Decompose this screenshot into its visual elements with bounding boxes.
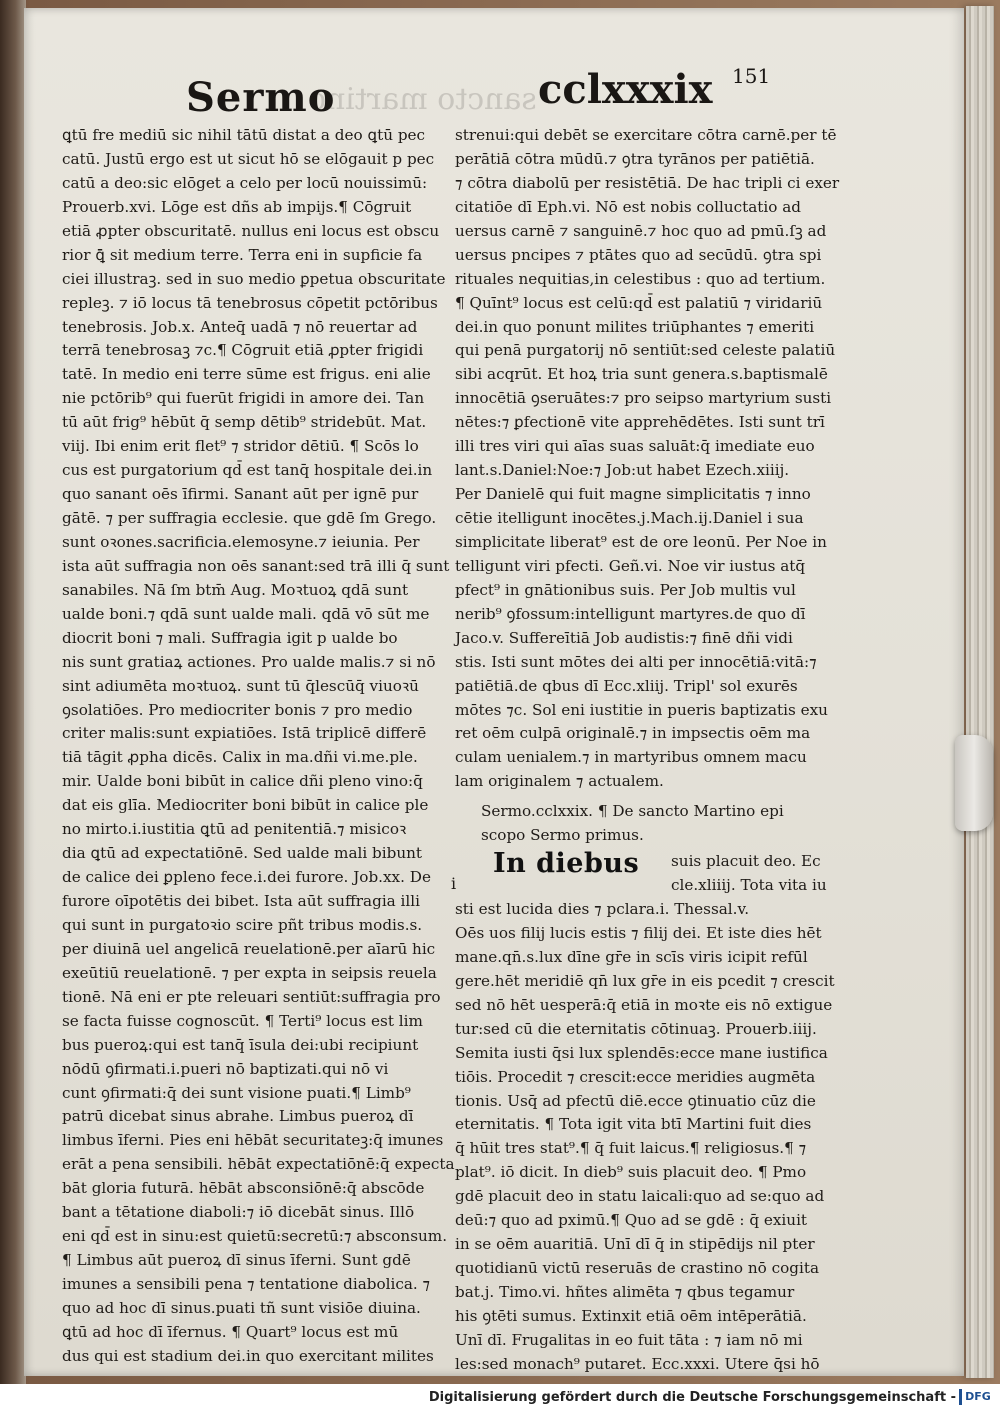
- text-line: Unī dī. Frugalitas in eo fuit tāta : ⁊ iam nō mi: [455, 1330, 803, 1349]
- text-line: dei.in quo ponunt milites triūphantes ⁊ emeriti: [455, 317, 815, 336]
- text-line: rituales nequitias,in celestibus : quo ad tertium.: [455, 269, 826, 288]
- running-head: Sermo: [186, 74, 336, 121]
- text-line: ꝯsolatiōes. Pro mediocriter bonis ⁊ pro medio: [62, 700, 413, 719]
- text-line: tionis. Usq̄ ad pfectū diē.ecce ꝯtinuatio cūz die: [455, 1091, 816, 1110]
- text-line: ⁊ cōtra diabolū per resistētiā. De hac tripli ci exer: [455, 173, 840, 192]
- text-line: eni qd̄ est in sinu:est quietū:secretū:⁊ absconsum.: [62, 1227, 448, 1246]
- text-line: imunes a sensibili pena ⁊ tentatione diabolica. ⁊: [62, 1275, 431, 1293]
- funding-credit: Digitalisierung gefördert durch die Deutsche Forschungsgemeinschaft -: [428, 1390, 956, 1405]
- text-line: Per Danielē qui fuit magne simplicitatis ⁊ inno: [455, 485, 811, 504]
- text-line: gere.hēt meridiē qn̄ lux gr̄e in eis pcedit ⁊ crescit: [455, 971, 835, 990]
- text-line: lam originalem ⁊ actualem.: [455, 772, 664, 791]
- text-line: lant.s.Daniel:Noe:⁊ Job:ut habet Ezech.xiiij.: [455, 461, 790, 480]
- text-line: Sermo.cclxxix. ¶ De sancto Martino epi: [481, 802, 784, 821]
- incipit-initial: In diebus: [493, 848, 640, 880]
- text-line: ista aūt suffragia non oēs sanant:sed trā illi q̄ sunt: [62, 556, 450, 575]
- text-line: gātē. ⁊ per suffragia ecclesie. que gdē ſm Grego.: [62, 509, 437, 527]
- text-line: quotidianū victū reseruās de crastino nō cogita: [455, 1259, 820, 1278]
- text-line: nōdū ꝯfirmati.i.pueri nō baptizati.qui nō vi: [62, 1059, 389, 1078]
- text-line: perātiā cōtra mūdū.⁊ ꝯtra tyrānos per patiētiā.: [455, 149, 815, 168]
- text-line: sibi acqrūt. Et hoꝝ tria sunt genera.s.baptismalē: [455, 365, 828, 384]
- text-line: bus pueroꝝ:qui est tanq̄ īsula dei:ubi recipiunt: [62, 1035, 419, 1054]
- text-line: no mirto.i.iustitia ꝗtū ad penitentiā.⁊ misicoꝛ: [62, 820, 407, 839]
- text-line: se facta fuisse cognoscūt. ¶ Terti⁹ locus est lim: [62, 1011, 423, 1030]
- text-line: tatē. In medio eni terre sūme est frigus. eni alie: [62, 365, 431, 384]
- incipit-line: cle.xliiij. Tota vita iu: [671, 876, 827, 895]
- text-line: tiōis. Procedit ⁊ crescit:ecce meridies augmēta: [455, 1067, 816, 1086]
- page-header: [160, 64, 780, 128]
- sermon-body: [455, 898, 835, 1377]
- text-line: per diuinā uel angelicā reuelationē.per aīarū hic: [62, 939, 436, 958]
- text-line: ꝗtū fre mediū sic nihil tātū distat a deo ꝗtū pec: [62, 126, 426, 144]
- incipit-block: [451, 848, 827, 898]
- text-line: tiā tāgit ꝓpha dicēs. Calix in ma.dñi vi.me.ple.: [62, 748, 418, 767]
- text-line: exeūtiū reuelationē. ⁊ per expta in seipsis reuela: [62, 963, 437, 982]
- text-line: plat⁹. iō dicit. In dieb⁹ suis placuit deo. ¶ Pmo: [455, 1163, 807, 1182]
- text-line: catū. Justū ergo est ut sicut hō se elōgauit p pec: [62, 149, 435, 168]
- incipit-line: suis placuit deo. Ec: [671, 852, 821, 871]
- text-line: qui penā purgatorij nō sentiūt:sed celeste palatiū: [455, 341, 836, 360]
- right-column-lines: [455, 124, 840, 794]
- text-line: uersus pncipes ⁊ ptātes quo ad secūdū. ꝯtra spi: [455, 245, 822, 264]
- dfg-logo: DFG: [959, 1389, 994, 1405]
- text-line: les:sed monach⁹ putaret. Ecc.xxxi. Utere q̄si hō: [455, 1354, 820, 1373]
- right-text-column: [451, 124, 840, 1377]
- text-line: nie pctōrib⁹ qui fuerūt frigidi in amore dei. Tan: [62, 389, 425, 408]
- text-line: dia ꝗtū ad expectatiōnē. Sed ualde mali bibunt: [62, 844, 423, 863]
- text-line: tenebrosis. Job.x. Anteq̄ uadā ⁊ nō reuertar ad: [62, 317, 418, 336]
- text-line: sunt oꝛones.sacrificia.elemosyne.⁊ ieiunia. Per: [62, 532, 420, 551]
- text-line: erāt a pena sensibili. hēbāt expectatiōnē:q̄ expecta: [62, 1155, 455, 1174]
- text-line: ꝗtū ad hoc dī īfernus. ¶ Quart⁹ locus est mū: [62, 1322, 399, 1341]
- text-line: mir. Ualde boni bibūt in calice dñi pleno vino:q̄: [62, 772, 423, 791]
- text-line: bat.j. Timo.vi. hñtes alimēta ⁊ qbus tegamur: [455, 1283, 795, 1301]
- text-line: nerib⁹ ꝯfossum:intelligunt martyres.de quo dī: [455, 604, 806, 623]
- text-line: terrā tenebrosaꝫ ⁊c.¶ Cōgruit etiā ꝓpter frigidi: [62, 341, 424, 360]
- text-line: diocrit boni ⁊ mali. Suffragia igit p ualde bo: [62, 628, 398, 647]
- text-line: simplicitate liberat⁹ est de ore leonū. Per Noe in: [455, 532, 827, 551]
- text-line: rior ꝗ̄ sit medium terre. Terra eni in supficie fa: [62, 245, 423, 264]
- sermon-number: cclxxxix: [538, 66, 713, 113]
- text-line: sanabiles. Nā ſm btm̄ Aug. Moꝛtuoꝝ qdā sunt: [62, 580, 409, 599]
- text-line: dat eis glīa. Mediocriter boni bibūt in calice ple: [62, 796, 429, 815]
- text-line: tur:sed cū die eternitatis cōtinuaꝫ. Prouerb.iiij.: [455, 1019, 817, 1038]
- text-line: catū a deo:sic elōget a celo per locū nouissimū:: [62, 173, 428, 192]
- text-line: his ꝯtēti sumus. Extinxit etiā oēm intēperātiā.: [455, 1306, 807, 1325]
- left-text-column: [62, 124, 455, 1369]
- text-line: Jaco.v. Suffereītiā Job audistis:⁊ finē dñi vidi: [455, 628, 793, 647]
- text-line: etiā ꝓpter obscuritatē. nullus eni locus est obscu: [62, 221, 440, 240]
- text-line: sti est lucida dies ⁊ pclara.i. Thessal.v.: [455, 900, 750, 918]
- text-line: Prouerb.xvi. Lōge est dñs ab impijs.¶ Cōgruit: [62, 197, 412, 216]
- text-line: Semita iusti q̄si lux splendēs:ecce mane iustifica: [455, 1043, 828, 1062]
- text-line: cus est purgatorium qd̄ est tanq̄ hospitale dei.in: [62, 461, 433, 480]
- text-line: quo sanant oēs īfirmi. Sanant aūt per ignē pur: [62, 485, 419, 504]
- text-line: ciei illustraꝫ. sed in suo medio ꝑpetua obscuritate: [62, 269, 446, 288]
- text-line: innocētiā ꝯseruātes:⁊ pro seipso martyrium susti: [455, 389, 832, 408]
- text-line: stis. Isti sunt mōtes dei alti per innocētiā:vitā:⁊: [455, 652, 817, 671]
- text-line: quo ad hoc dī sinus.puati tñ sunt visiōe diuina.: [62, 1298, 421, 1317]
- text-line: limbus īferni. Pies eni hēbāt securitateꝫ:q̄ imunes: [62, 1131, 444, 1150]
- text-line: illi tres viri qui aīas suas saluāt:q̄ imediate euo: [455, 437, 815, 456]
- text-line: cētie itelligunt inocētes.j.Mach.ij.Daniel i sua: [455, 509, 804, 527]
- bleed-through-text: sancto martino: [308, 82, 537, 117]
- text-line: nētes:⁊ ꝑfectionē vite apprehēdētes. Isti sunt trī: [455, 413, 825, 432]
- text-line: viij. Ibi enim erit flet⁹ ⁊ stridor dētiū. ¶ Scōs lo: [62, 437, 419, 456]
- text-line: scopo Sermo primus.: [481, 826, 644, 845]
- page-tab-marker: [955, 735, 993, 831]
- text-line: ¶ Limbus aūt pueroꝝ dī sinus īferni. Sunt gdē: [62, 1251, 411, 1270]
- text-line: ret oēm culpā originalē.⁊ in impsectis oēm ma: [455, 724, 811, 743]
- text-line: patiētiā.de qbus dī Ecc.xliij. Tripl' sol exurēs: [455, 676, 798, 695]
- text-line: de calice dei ꝑpleno fece.i.dei furore. Job.xx. De: [62, 868, 431, 887]
- text-line: culam uenialem.⁊ in martyribus omnem macu: [455, 748, 807, 767]
- text-line: strenui:qui debēt se exercitare cōtra carnē.per tē: [455, 126, 837, 144]
- text-line: mōtes ⁊c. Sol eni iustitie in pueris baptizatis exu: [455, 700, 828, 719]
- text-line: citatiōe dī Eph.vi. Nō est nobis colluctatio ad: [455, 197, 801, 216]
- text-line: nis sunt gratiaꝝ actiones. Pro ualde malis.⁊ si nō: [62, 652, 436, 671]
- folio-number: 151: [732, 64, 771, 88]
- text-line: furore oīpotētis dei bibet. Ista aūt suffragia illi: [62, 892, 420, 910]
- text-line: dus qui est stadium dei.in quo exercitant milites: [62, 1346, 434, 1365]
- text-line: patrū dicebat sinus abrahe. Limbus pueroꝝ dī: [62, 1107, 414, 1126]
- text-line: ualde boni.⁊ qdā sunt ualde mali. qdā vō sūt me: [62, 604, 430, 623]
- text-line: pfect⁹ in gnātionibus suis. Per Job multis vul: [455, 580, 796, 599]
- text-line: tionē. Nā eni er pte releuari sentiūt:suffragia pro: [62, 987, 441, 1006]
- text-line: eternitatis. ¶ Tota igit vita btī Martini fuit dies: [455, 1115, 812, 1134]
- book-binding-edge: [0, 0, 26, 1384]
- text-line: deū:⁊ quo ad pximū.¶ Quo ad se gdē : q̄ exiuit: [455, 1211, 808, 1230]
- text-line: bant a tētatione diaboli:⁊ iō dicebāt sinus. Illō: [62, 1203, 415, 1222]
- marginal-letter: i: [451, 874, 457, 894]
- text-line: mane.qn̄.s.lux dīne gr̄e in scīs viris icipit refūl: [455, 947, 808, 966]
- page-stack-edge: [966, 6, 994, 1378]
- text-line: ¶ Quīnt⁹ locus est celū:qd̄ est palatiū ⁊ viridariū: [455, 293, 823, 312]
- text-line: Oēs uos filij lucis estis ⁊ filij dei. Et iste dies hēt: [455, 923, 822, 942]
- text-line: q̄ hūit tres stat⁹.¶ q̄ fuit laicus.¶ religiosus.¶ ⁊: [455, 1139, 807, 1158]
- text-line: in se oēm auaritiā. Unī dī q̄ in stipēdijs nil pter: [455, 1235, 815, 1254]
- text-line: bāt gloria futurā. hēbāt absconsiōnē:q̄ abscōde: [62, 1179, 425, 1198]
- text-line: sed nō hēt uesperā:q̄ etiā in moꝛte eis nō extigue: [455, 995, 833, 1014]
- text-line: criter malis:sunt expiatiōes. Istā triplicē differē: [62, 724, 427, 743]
- text-line: uersus carnē ⁊ sanguinē.⁊ hoc quo ad pmū.ſꝫ ad: [455, 221, 827, 240]
- text-line: qui sunt in purgatoꝛio scire pñt tribus modis.s.: [62, 915, 423, 934]
- text-line: cunt ꝯfirmati:q̄ dei sunt visione puati.¶ Limb⁹: [62, 1083, 411, 1102]
- text-line: telligunt viri pfecti. Geñ.vi. Noe vir iustus atq̄: [455, 556, 806, 575]
- text-line: gdē placuit deo in statu laicali:quo ad se:quo ad: [455, 1187, 825, 1206]
- footer-bar: [0, 1384, 1000, 1411]
- text-line: tū aūt frig⁹ hēbūt q̄ semp dētib⁹ stridebūt. Mat.: [62, 413, 427, 432]
- sermon-heading: [455, 800, 793, 848]
- text-line: repleꝫ. ⁊ iō locus tā tenebrosus cōpetit pctōribus: [62, 293, 438, 312]
- text-line: sint adiumēta moꝛtuoꝝ. sunt tū q̄lescūq̄ viuoꝛū: [62, 676, 419, 695]
